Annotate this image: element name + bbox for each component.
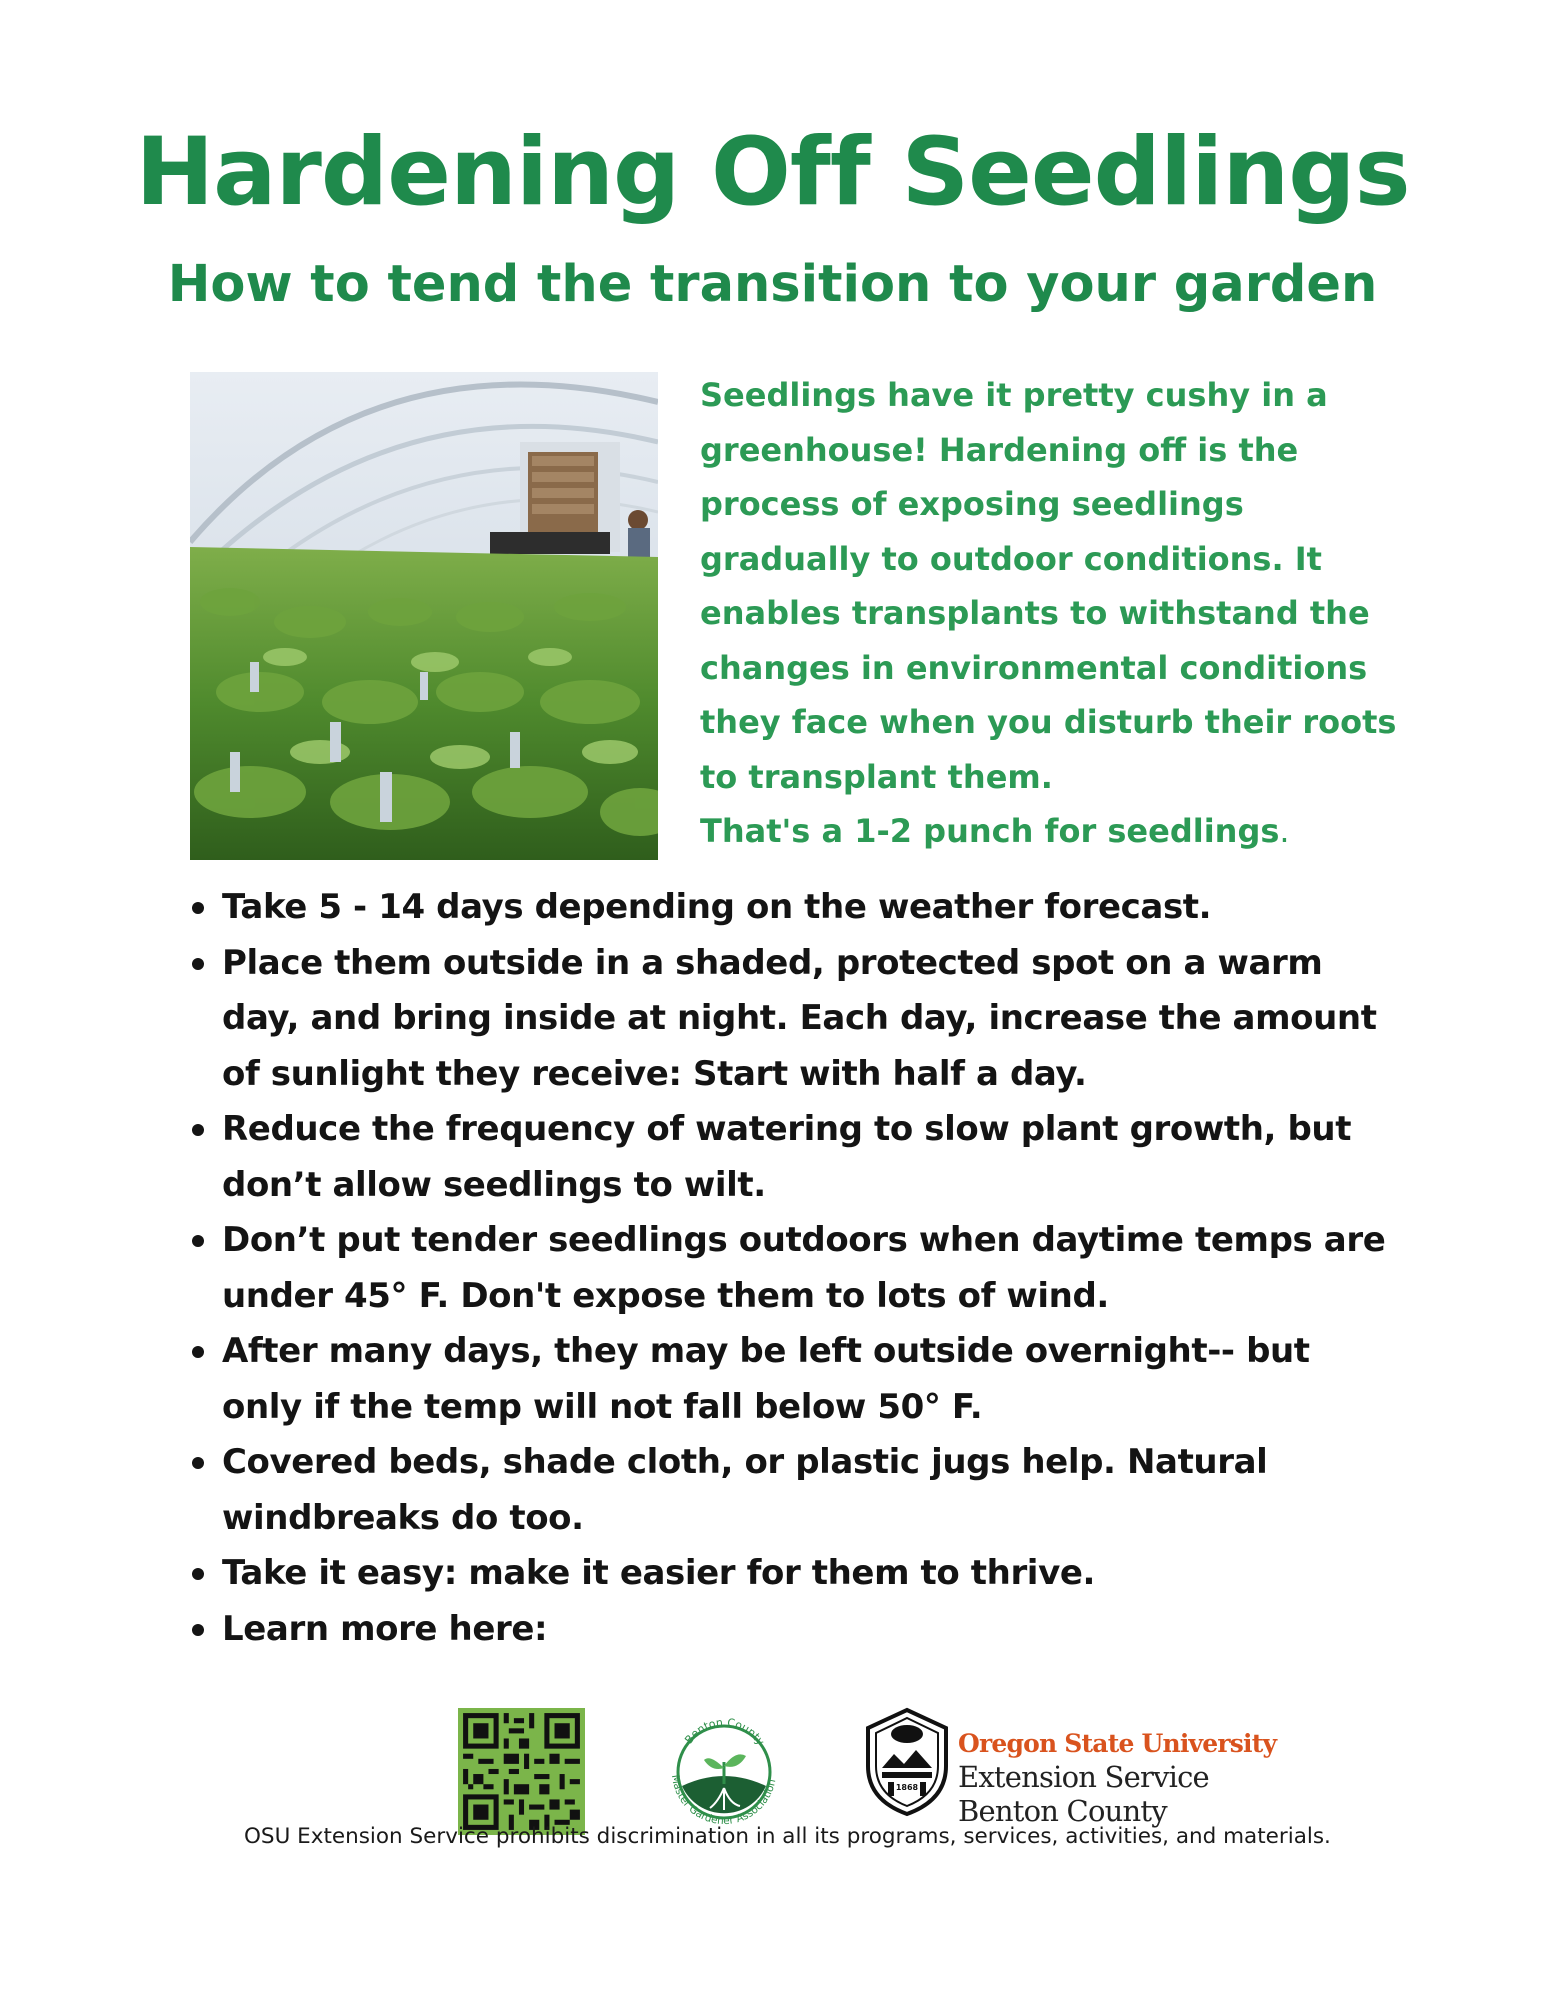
- list-item: [192, 1602, 1392, 1658]
- tip-text: Place them outside in a shaded, protected spot on a warm day, and bring inside at night. Each day, increase the amount of sunlight they receive: Start with half a day.: [222, 942, 1377, 1094]
- list-item: [192, 936, 1392, 1103]
- list-item: [192, 1324, 1392, 1435]
- svg-text:Benton County: Benton County: [682, 1715, 768, 1748]
- tip-text: Take 5 - 14 days depending on the weather forecast.: [222, 887, 1212, 927]
- list-item: [192, 1102, 1392, 1213]
- tip-text: Learn more here:: [222, 1608, 548, 1649]
- tip-text: After many days, they may be left outside overnight-- but only if the temp will not fall below 50° F.: [222, 1331, 1310, 1427]
- tips-list: [192, 880, 1392, 1657]
- tip-text: Covered beds, shade cloth, or plastic jugs help. Natural windbreaks do too.: [222, 1442, 1268, 1538]
- osu-seal-icon: [862, 1706, 952, 1818]
- osu-university-name: Oregon State University: [958, 1729, 1277, 1758]
- list-item: [192, 880, 1392, 936]
- bullet-icon: [192, 1346, 204, 1358]
- greenhouse-seedlings-photo: [190, 372, 658, 860]
- svg-text:Master Gardener Association: Master Gardener Association: [668, 1773, 779, 1828]
- qr-code-icon[interactable]: [458, 1708, 585, 1835]
- intro-closing-text: That's a 1-2 punch for seedlings: [700, 812, 1280, 850]
- osu-benton-county: Benton County: [958, 1794, 1167, 1828]
- bullet-icon: [192, 1124, 204, 1136]
- osu-extension-logo-text: [958, 1728, 1276, 1828]
- list-item: [192, 1213, 1392, 1324]
- list-item: [192, 1546, 1392, 1602]
- intro-text: Seedlings have it pretty cushy in a greenhouse! Hardening off is the process of exposing seedlings gradually to outdoor conditions. It enables transplants to withstand the changes in environmental conditions they face when you disturb their roots to transplant them.: [700, 376, 1397, 796]
- intro-paragraph: [700, 368, 1400, 859]
- intro-closing-line: [700, 804, 1400, 859]
- intro-closing-punct: .: [1279, 812, 1290, 850]
- bullet-icon: [192, 902, 204, 914]
- bullet-icon: [192, 1457, 204, 1469]
- master-gardener-logo: [660, 1706, 788, 1838]
- bullet-icon: [192, 1568, 204, 1580]
- page-title: Hardening Off Seedlings: [135, 118, 1410, 227]
- osu-seal-year: 1868: [895, 1783, 919, 1792]
- tip-text: Don’t put tender seedlings outdoors when daytime temps are under 45° F. Don't expose them to lots of wind.: [222, 1220, 1386, 1316]
- bullet-icon: [192, 958, 204, 970]
- tip-text: Reduce the frequency of watering to slow plant growth, but don’t allow seedlings to wilt.: [222, 1109, 1352, 1205]
- nondiscrimination-footer: OSU Extension Service prohibits discrimination in all its programs, services, activities, and materials.: [244, 1824, 1331, 1849]
- bullet-icon: [192, 1624, 204, 1636]
- osu-extension-service: Extension Service: [958, 1760, 1209, 1794]
- bullet-icon: [192, 1235, 204, 1247]
- list-item: [192, 1435, 1392, 1546]
- page-subtitle: How to tend the transition to your garden: [167, 255, 1378, 314]
- tip-text: Take it easy: make it easier for them to thrive.: [222, 1553, 1096, 1593]
